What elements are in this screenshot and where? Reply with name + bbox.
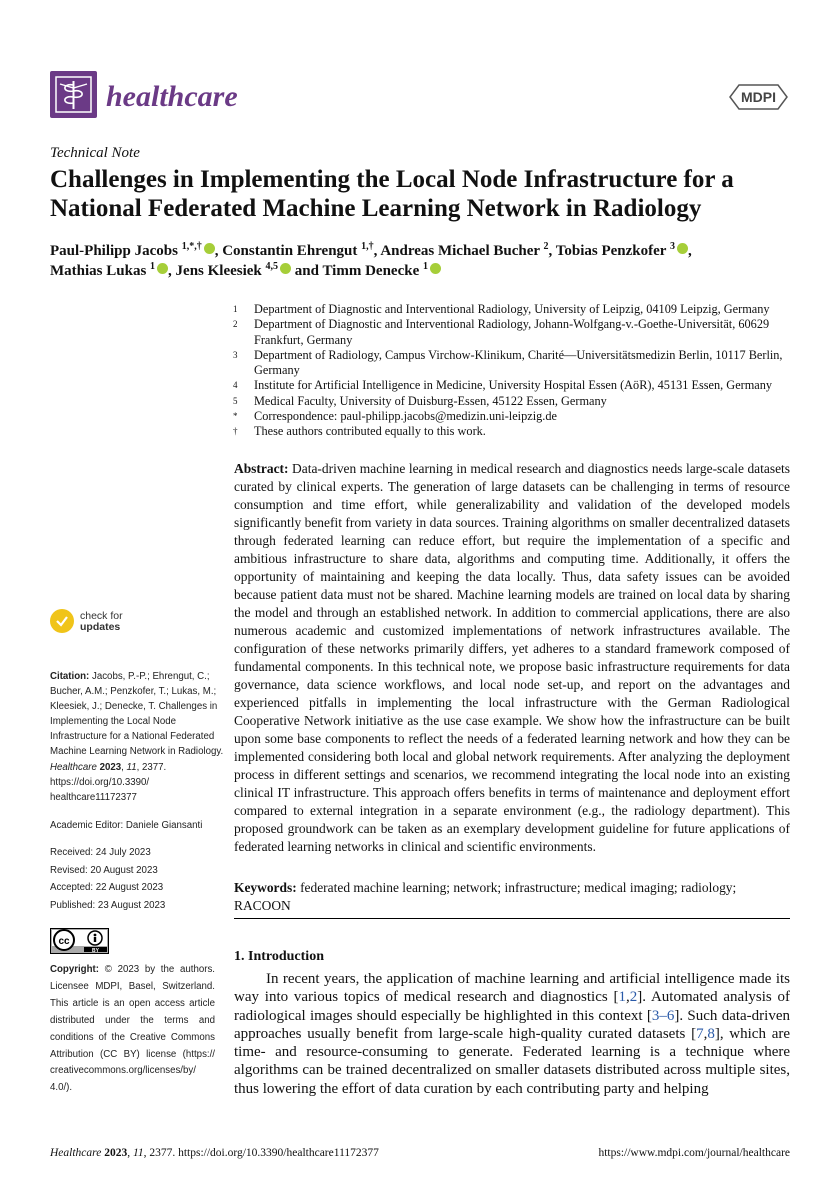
author-name[interactable]: Andreas Michael Bucher [380, 243, 540, 259]
affiliation-number: 4 [233, 380, 238, 391]
divider [234, 918, 790, 919]
author-name[interactable]: Constantin Ehrengut [222, 243, 358, 259]
author-name[interactable]: Jens Kleesiek [175, 263, 262, 279]
affiliation-text: Institute for Artificial Intelligence in Medicine, University Hospital Essen (AöR), 45131 Essen, Germany [254, 378, 773, 393]
academic-editor: Academic Editor: Daniele Giansanti [50, 820, 203, 831]
published-date: Published: 23 August 2023 [50, 899, 166, 911]
citation-label: Citation: [50, 671, 90, 682]
author-separator: , [548, 243, 556, 259]
orcid-icon[interactable] [677, 243, 688, 254]
citation-text: Jacobs, P.-P.; Ehrengut, C.; Bucher, A.M.; Penzkofer, T.; Lukas, M.; Kleesiek, J.; Denecke, T. Challenges in Implementing the Local Node Infrastructure for a National Federated Machine Learning Network in Radiology. [50, 671, 224, 758]
section-heading-introduction: 1. Introduction [234, 949, 324, 964]
accepted-date: Accepted: 22 August 2023 [50, 882, 164, 893]
author-separator: , [168, 263, 176, 279]
orcid-icon[interactable] [204, 243, 215, 254]
affiliations [233, 302, 803, 440]
citation-year: 2023 [99, 761, 122, 773]
copyright-text: © 2023 by the authors. Licensee MDPI, Basel, Switzerland. This article is an open access article distributed under the terms and conditions of the Creative Commons Attribution (CC BY) license (https:// creativecommons.org/licenses/by/ 4.0/). [50, 964, 215, 1094]
journal-logo [50, 71, 97, 118]
footer-citation: Healthcare 2023, 11, 2377. https://doi.org/10.3390/healthcare11172377 [50, 1147, 379, 1159]
revised-date: Revised: 20 August 2023 [50, 864, 158, 876]
affiliation-item [233, 348, 803, 379]
author-affiliation-marker: 4,5 [265, 261, 279, 272]
citation-volume: 11 [126, 761, 137, 773]
affiliation-item [233, 394, 803, 409]
check-for-updates-line2: updates [80, 621, 121, 633]
citation-journal: Healthcare [50, 761, 97, 773]
orcid-icon[interactable] [430, 263, 441, 274]
caduceus-icon [50, 71, 97, 118]
article-type: Technical Note [50, 145, 140, 161]
author-separator: , [214, 243, 223, 259]
reference-link[interactable]: 1 [618, 989, 626, 1006]
footer-year: 2023 [104, 1147, 128, 1159]
affiliation-text: Department of Diagnostic and Interventional Radiology, Johann-Wolfgang-v.-Goethe-Universität, 60629 Frankfurt, Germany [254, 317, 770, 347]
author-affiliation-marker: 1,† [361, 241, 374, 252]
affiliation-text: Department of Radiology, Campus Virchow-Klinikum, Charité—Universitätsmedizin Berlin, 10117 Berlin, Germany [254, 347, 783, 378]
cc-by-license-icon[interactable] [50, 928, 109, 954]
mdpi-logo[interactable] [729, 84, 788, 110]
affiliation-item [233, 424, 803, 439]
author-affiliation-marker: 1,*,† [181, 241, 202, 252]
footer-journal-url[interactable]: https://www.mdpi.com/journal/healthcare [598, 1147, 790, 1159]
affiliation-number: * [233, 411, 238, 422]
introduction-paragraph: In recent years, the application of machine learning and artificial intelligence made its way into various topics of medical research and diagnostics [1,2]. Automated analysis of radiological images should especially be highlighted in this context [3–6]. Such data-driven approaches usually benefit from large-scale high-quality curated datasets [7,8], which are time- and resource-consuming to generate. Federated learning is a technique where algorithms can be trained decentralized on smaller datasets distributed across multiple sites, thus lowering the effort of data curation by each contributing party and helping [234, 971, 791, 1097]
cc-text: cc [58, 936, 70, 947]
copyright-label: Copyright: [50, 964, 99, 975]
publication-dates [50, 844, 165, 914]
author-affiliation-marker: 2 [543, 241, 549, 252]
author-separator: , [687, 243, 692, 259]
author-affiliation-marker: 3 [669, 241, 675, 252]
abstract [234, 460, 790, 856]
affiliation-text: Medical Faculty, University of Duisburg-Essen, 45122 Essen, Germany [254, 393, 607, 408]
check-for-updates-line1: check for [80, 610, 123, 622]
abstract-label: Abstract: [234, 461, 289, 476]
reference-link[interactable]: 2 [629, 989, 638, 1006]
journal-name[interactable]: healthcare [106, 80, 238, 113]
affiliation-item [233, 378, 803, 393]
author-name[interactable]: Mathias Lukas [50, 263, 147, 279]
author-separator: , [373, 243, 381, 259]
footer-journal: Healthcare [50, 1147, 102, 1159]
copyright [50, 962, 215, 1097]
introduction-body [234, 970, 790, 1098]
affiliation-text: These authors contributed equally to this work. [254, 424, 486, 439]
affiliation-number: † [233, 426, 238, 437]
article-title: Challenges in Implementing the Local Node Infrastructure for a National Federated Machine Learning Network in Radiology [50, 166, 734, 222]
affiliation-number: 3 [233, 349, 238, 360]
orcid-icon[interactable] [157, 263, 168, 274]
affiliation-text: Correspondence: paul-philipp.jacobs@medizin.uni-leipzig.de [254, 409, 557, 424]
affiliation-number: 1 [233, 304, 238, 314]
affiliation-text: Department of Diagnostic and Interventional Radiology, University of Leipzig, 04109 Leipzig, Germany [254, 302, 770, 316]
abstract-text: Data-driven machine learning in medical research and diagnostics needs large-scale datasets curated by clinical experts. The generation of large datasets can be challenging in terms of resource consumption and time effort, while generalizability and validation of the developed models significantly benefit from variety in data sources. Training algorithms on smaller decentralized datasets through federated learning can reduce effort, but require the implementation of a specific and ambitious infrastructure to share data, algorithms and computing time. Additionally, it offers the opportunity of maintaining and keeping the data locally. Thus, data safety issues can be avoided because patient data must not be shared. Machine learning models are trained on local data by sharing the model and through an established network. In addition to commercial applications, there are also numerous academic and customized implementations of network infrastructures available. The configuration of these networks primarily differs, yet adheres to a standard framework composed of fundamental components. In this technical note, we propose basic infrastructure requirements for data governance, data science workflows, and local node set-up, and report on the advantages and experienced pitfalls in implementing the local infrastructure with the German Radiological Cooperative Network initiative as the use case example. We show how the infrastructure can be built upon some base components to reflect the needs of a federated learning network and how they can be implemented considering both local and global network requirements. After analyzing the deployment process in different settings and scenarios, we recommend integrating the local node into an existing clinical IT infrastructure. This approach offers benefits in terms of maintenance and deployment effort compared to external integration in a separate environment (e.g., the radiology department). This proposed groundwork can be taken as an exemplary development guideline for future applications of federated learning networks in clinical and scientific environments. [234, 461, 791, 854]
mdpi-text: MDPI [741, 89, 776, 105]
reference-link[interactable]: 3–6 [651, 1007, 675, 1024]
reference-link[interactable]: 8 [707, 1025, 715, 1042]
keywords-text: federated machine learning; network; infrastructure; medical imaging; radiology; RACOON [234, 880, 737, 913]
keywords [234, 879, 790, 915]
author-name[interactable]: Tobias Penzkofer [555, 243, 667, 259]
footer-volume: 11 [132, 1147, 144, 1159]
check-for-updates-link[interactable] [80, 611, 123, 633]
author-separator: and [291, 263, 323, 279]
author-list-line2 [50, 257, 810, 281]
author-affiliation-marker: 1 [423, 261, 428, 272]
affiliation-item [233, 302, 803, 317]
affiliation-number: 2 [233, 319, 238, 330]
reference-link[interactable]: 7 [696, 1025, 704, 1042]
by-text: BY [92, 948, 99, 954]
author-name[interactable]: Timm Denecke [322, 263, 420, 279]
citation-doi[interactable]: , 2377. https://doi.org/10.3390/ healthcare11172377 [50, 761, 167, 803]
orcid-icon[interactable] [280, 263, 291, 274]
author-affiliation-marker: 1 [150, 261, 156, 272]
footer-doi[interactable]: , 2377. https://doi.org/10.3390/healthcare11172377 [143, 1147, 379, 1159]
citation: Citation: Jacobs, P.-P.; Ehrengut, C.; Bucher, A.M.; Penzkofer, T.; Lukas, M.; Kleesiek, J.; Denecke, T. Challenges in Implementing the Local Node Infrastructure for a National Federated Machine Learning Network in Radiology. Healthcare 2023, 11, 2377. https://doi.org/10.3390/ healthcare11172377 [50, 671, 224, 803]
affiliation-number: 5 [233, 395, 238, 406]
affiliation-item [233, 409, 803, 424]
keywords-label: Keywords: [234, 880, 297, 895]
check-for-updates-icon[interactable] [50, 609, 74, 633]
author-name[interactable]: Paul-Philipp Jacobs [50, 243, 178, 259]
received-date: Received: 24 July 2023 [50, 847, 151, 858]
affiliation-item [233, 317, 803, 348]
